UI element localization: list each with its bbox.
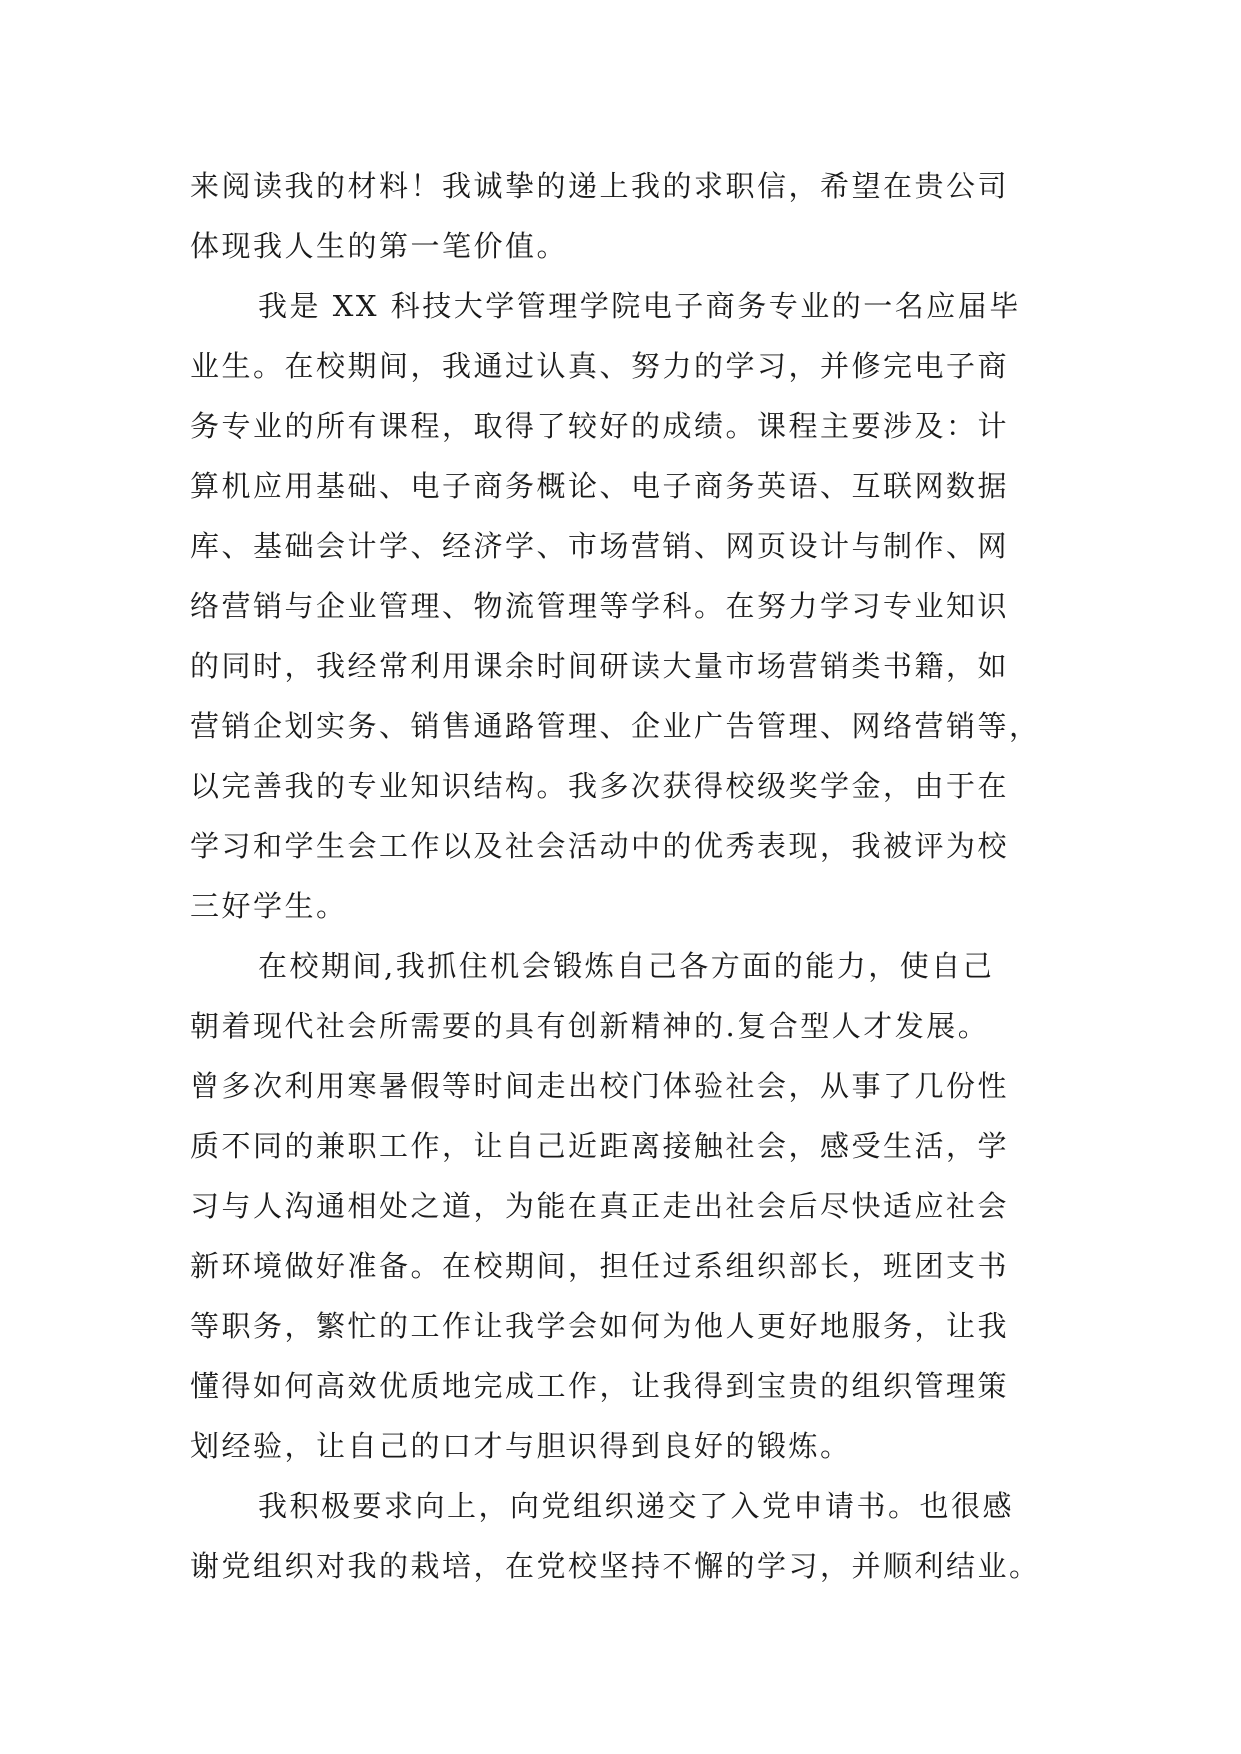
text-line: 朝着现代社会所需要的具有创新精神的.复合型人才发展。	[190, 1009, 990, 1043]
text-line: 体现我人生的第一笔价值。	[190, 229, 569, 263]
text-line: 谢党组织对我的栽培，在党校坚持不懈的学习，并顺利结业。	[190, 1549, 1041, 1583]
text-line: 等职务，繁忙的工作让我学会如何为他人更好地服务，让我	[190, 1309, 1010, 1343]
paragraph-start-line: 我积极要求向上，向党组织递交了入党申请书。也很感	[258, 1489, 1015, 1523]
text-line: 划经验，让自己的口才与胆识得到良好的锻炼。	[190, 1429, 852, 1463]
text-line: 三好学生。	[190, 889, 348, 923]
paragraph-start-line: 在校期间,我抓住机会锻炼自己各方面的能力，使自己	[258, 949, 995, 983]
text-line: 算机应用基础、电子商务概论、电子商务英语、互联网数据	[190, 469, 1010, 503]
paragraph-start-line: 我是 XX 科技大学管理学院电子商务专业的一名应届毕	[258, 289, 1021, 323]
text-line: 以完善我的专业知识结构。我多次获得校级奖学金，由于在	[190, 769, 1010, 803]
text-line: 来阅读我的材料！我诚挚的递上我的求职信，希望在贵公司	[190, 169, 1010, 203]
text-line: 务专业的所有课程，取得了较好的成绩。课程主要涉及：计	[190, 409, 1010, 443]
text-line: 的同时，我经常利用课余时间研读大量市场营销类书籍，如	[190, 649, 1010, 683]
text-line: 营销企划实务、销售通路管理、企业广告管理、网络营销等，	[190, 709, 1041, 743]
text-line: 懂得如何高效优质地完成工作，让我得到宝贵的组织管理策	[190, 1369, 1010, 1403]
text-line: 业生。在校期间，我通过认真、努力的学习，并修完电子商	[190, 349, 1010, 383]
text-line: 库、基础会计学、经济学、市场营销、网页设计与制作、网	[190, 529, 1010, 563]
text-line: 曾多次利用寒暑假等时间走出校门体验社会，从事了几份性	[190, 1069, 1010, 1103]
text-line: 学习和学生会工作以及社会活动中的优秀表现，我被评为校	[190, 829, 1010, 863]
text-line: 习与人沟通相处之道，为能在真正走出社会后尽快适应社会	[190, 1189, 1010, 1223]
body-text	[190, 156, 1052, 1596]
text-line: 新环境做好准备。在校期间，担任过系组织部长，班团支书	[190, 1249, 1010, 1283]
text-line: 质不同的兼职工作，让自己近距离接触社会，感受生活，学	[190, 1129, 1010, 1163]
text-line: 络营销与企业管理、物流管理等学科。在努力学习专业知识	[190, 589, 1010, 623]
